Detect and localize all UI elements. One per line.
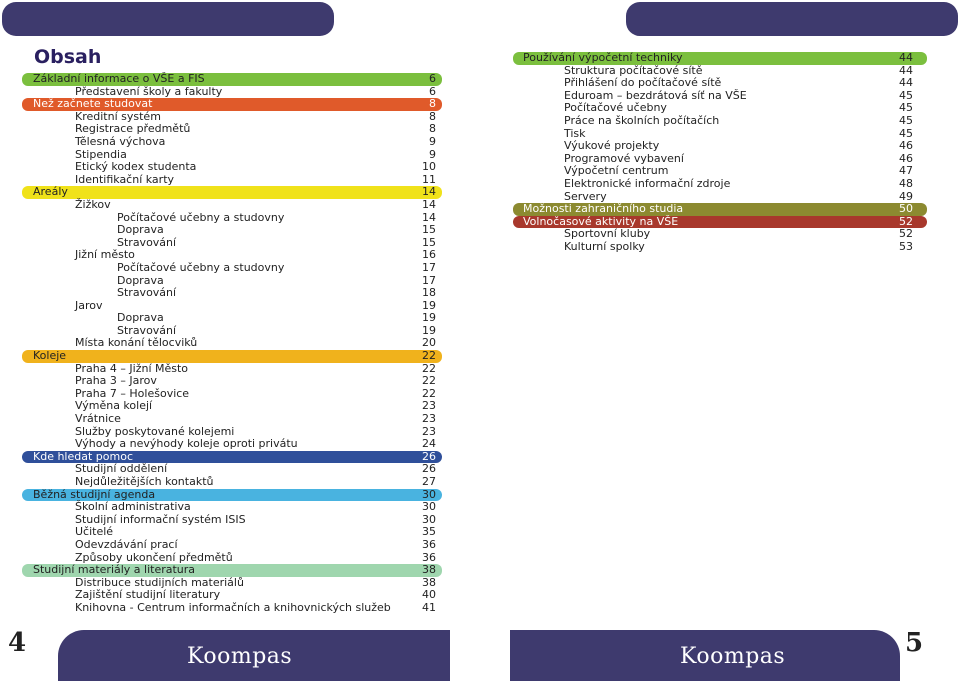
toc-entry-label: Stravování [117,286,177,300]
toc-entry-page: 23 [422,399,436,413]
toc-entry-label: Výpočetní centrum [564,164,669,178]
toc-entry-page: 15 [422,223,436,237]
toc-entry-row[interactable] [22,312,442,325]
toc-entry-label: Tělesná výchova [75,134,166,148]
toc-entry-page: 44 [899,76,913,90]
toc-entry-label: Areály [33,185,68,199]
toc-entry-row[interactable] [513,178,927,191]
toc-entry-row[interactable] [22,262,442,275]
toc-entry-label: Struktura počítačové sítě [564,63,703,77]
toc-entry-label: Doprava [117,223,164,237]
toc-entry-page: 6 [429,72,436,85]
toc-entry-row[interactable] [22,337,442,350]
toc-entry-row[interactable] [22,602,442,615]
toc-entry-label: Studijní informační systém ISIS [75,512,246,526]
toc-section-row[interactable] [22,98,442,111]
toc-entry-label: Počítačové učebny a studovny [117,260,285,274]
toc-entry-page: 26 [422,462,436,476]
toc-entry-label: Jarov [75,298,103,312]
toc-entry-page: 8 [429,109,436,123]
toc-entry-page: 49 [899,189,913,203]
toc-entry-page: 35 [422,525,436,539]
toc-entry-row[interactable] [22,300,442,313]
toc-entry-page: 19 [422,323,436,337]
toc-entry-row[interactable] [22,275,442,288]
toc-entry-label: Výměna kolejí [75,399,153,413]
brand-logo-left: Koompas [187,644,293,669]
toc-entry-label: Práce na školních počítačích [564,113,720,127]
toc-entry-row[interactable] [513,241,927,254]
toc-entry-page: 40 [422,588,436,602]
toc-entry-label: Kulturní spolky [564,239,645,253]
toc-entry-label: Tisk [564,126,586,140]
toc-entry-page: 50 [899,202,913,216]
toc-entry-row[interactable] [22,476,442,489]
toc-section-row[interactable] [513,52,927,65]
toc-entry-label: Etický kodex studenta [75,160,197,174]
page-number-left: 4 [8,628,27,658]
toc-entry-page: 19 [422,298,436,312]
toc-entry-row[interactable] [22,539,442,552]
toc-entry-label: Koleje [33,349,67,363]
toc-entry-page: 14 [422,197,436,211]
toc-entry-page: 22 [422,374,436,388]
toc-entry-page: 18 [422,286,436,300]
toc-entry-page: 15 [422,235,436,249]
toc-entry-label: Doprava [117,311,164,325]
toc-entry-page: 22 [422,349,436,363]
toc-entry-page: 8 [429,122,436,136]
toc-entry-page: 14 [422,210,436,224]
toc-entry-page: 17 [422,260,436,274]
toc-entry-label: Registrace předmětů [75,122,191,136]
toc-entry-label: Základní informace o VŠE a FIS [33,72,205,85]
toc-entry-page: 45 [899,113,913,127]
toc-entry-page: 38 [422,575,436,589]
toc-entry-page: 41 [422,600,436,614]
toc-entry-page: 52 [899,214,913,228]
toc-entry-label: Odevzdávání prací [75,537,178,551]
toc-entry-page: 47 [899,164,913,178]
toc-entry-page: 11 [422,172,436,186]
toc-entry-label: Studijní materiály a literatura [33,563,196,577]
toc-entry-label: Distribuce studijních materiálů [75,575,244,589]
toc-entry-label: Možnosti zahraničního studia [523,202,684,216]
toc-entry-row[interactable] [513,115,927,128]
toc-entry-page: 44 [899,63,913,77]
header-tab-left [2,2,334,36]
toc-section-row[interactable] [22,564,442,577]
toc-entry-page: 6 [429,84,436,98]
toc-entry-row[interactable] [22,501,442,514]
toc-entry-label: Školní administrativa [75,500,191,514]
toc-entry-page: 23 [422,412,436,426]
toc-entry-page: 48 [899,176,913,190]
toc-entry-label: Eduroam – bezdrátová síť na VŠE [564,88,747,102]
toc-entry-label: Studijní oddělení [75,462,168,476]
toc-entry-page: 46 [899,139,913,153]
toc-entry-row[interactable] [22,375,442,388]
toc-entry-row[interactable] [22,174,442,187]
toc-entry-label: Zajištění studijní literatury [75,588,221,602]
toc-entry-label: Kreditní systém [75,109,161,123]
toc-entry-page: 24 [422,437,436,451]
toc-entry-label: Způsoby ukončení předmětů [75,550,233,564]
toc-entry-page: 53 [899,239,913,253]
toc-entry-label: Stipendia [75,147,127,161]
toc-entry-row[interactable] [22,161,442,174]
toc-right-column [513,52,927,254]
toc-entry-label: Stravování [117,323,177,337]
toc-entry-page: 45 [899,126,913,140]
toc-entry-label: Než začnete studovat [33,97,153,111]
toc-entry-label: Běžná studijní agenda [33,487,156,501]
toc-entry-page: 23 [422,424,436,438]
toc-entry-page: 20 [422,336,436,350]
toc-entry-page: 16 [422,248,436,262]
toc-left-column [22,73,442,615]
toc-entry-page: 8 [429,97,436,111]
toc-entry-page: 26 [422,449,436,463]
toc-entry-label: Programové vybavení [564,151,684,165]
toc-section-row[interactable] [513,203,927,216]
toc-entry-page: 22 [422,386,436,400]
toc-entry-page: 14 [422,185,436,199]
toc-entry-row[interactable] [22,212,442,225]
toc-entry-page: 52 [899,227,913,241]
toc-entry-label: Sportovní kluby [564,227,651,241]
toc-entry-label: Volnočasové aktivity na VŠE [523,214,679,228]
toc-entry-row[interactable] [22,413,442,426]
toc-entry-label: Služby poskytované kolejemi [75,424,235,438]
toc-entry-page: 30 [422,500,436,514]
toc-entry-row[interactable] [22,287,442,300]
toc-entry-row[interactable] [22,224,442,237]
toc-entry-label: Výhody a nevýhody koleje oproti privátu [75,437,298,451]
toc-entry-page: 45 [899,88,913,102]
toc-entry-label: Místa konání tělocviků [75,336,198,350]
toc-entry-label: Praha 4 – Jižní Město [75,361,189,375]
toc-entry-label: Elektronické informační zdroje [564,176,731,190]
toc-entry-page: 22 [422,361,436,375]
page-number-right: 5 [905,628,924,658]
toc-entry-label: Počítačové učebny a studovny [117,210,285,224]
toc-entry-page: 9 [429,147,436,161]
brand-logo-right: Koompas [680,644,786,669]
toc-entry-row[interactable] [22,438,442,451]
toc-entry-label: Praha 3 – Jarov [75,374,157,388]
toc-entry-page: 36 [422,550,436,564]
toc-section-row[interactable] [22,350,442,363]
toc-entry-label: Identifikační karty [75,172,175,186]
toc-entry-row[interactable] [513,77,927,90]
toc-entry-page: 19 [422,311,436,325]
toc-entry-label: Učitelé [75,525,114,539]
toc-entry-label: Počítačové učebny [564,101,667,115]
toc-entry-page: 44 [899,51,913,64]
page-title: Obsah [34,46,102,68]
toc-entry-label: Praha 7 – Holešovice [75,386,190,400]
toc-entry-label: Servery [564,189,607,203]
header-tab-right [626,2,958,36]
toc-entry-label: Přihlášení do počítačové sítě [564,76,722,90]
toc-entry-page: 27 [422,475,436,488]
toc-entry-page: 17 [422,273,436,287]
toc-entry-page: 38 [422,563,436,577]
toc-section-row[interactable] [22,73,442,86]
toc-entry-label: Stravování [117,235,177,249]
toc-entry-page: 9 [429,134,436,148]
toc-entry-label: Kde hledat pomoc [33,449,133,463]
toc-entry-page: 36 [422,537,436,551]
toc-entry-label: Výukové projekty [564,139,660,153]
toc-entry-label: Jižní město [75,248,135,262]
toc-entry-label: Používání výpočetní techniky [523,51,683,64]
toc-entry-row[interactable] [22,136,442,149]
toc-entry-page: 30 [422,512,436,526]
toc-entry-label: Knihovna - Centrum informačních a knihovnických služeb [75,600,391,614]
toc-entry-label: Představení školy a fakulty [75,84,223,98]
toc-entry-page: 46 [899,151,913,165]
toc-entry-label: Žižkov [75,197,111,211]
toc-entry-page: 45 [899,101,913,115]
toc-entry-label: Doprava [117,273,164,287]
toc-entry-page: 10 [422,160,436,174]
toc-entry-page: 30 [422,487,436,501]
toc-entry-row[interactable] [513,140,927,153]
toc-entry-row[interactable] [22,199,442,212]
toc-entry-label: Nejdůležitějších kontaktů [75,475,214,488]
toc-entry-label: Vrátnice [75,412,121,426]
